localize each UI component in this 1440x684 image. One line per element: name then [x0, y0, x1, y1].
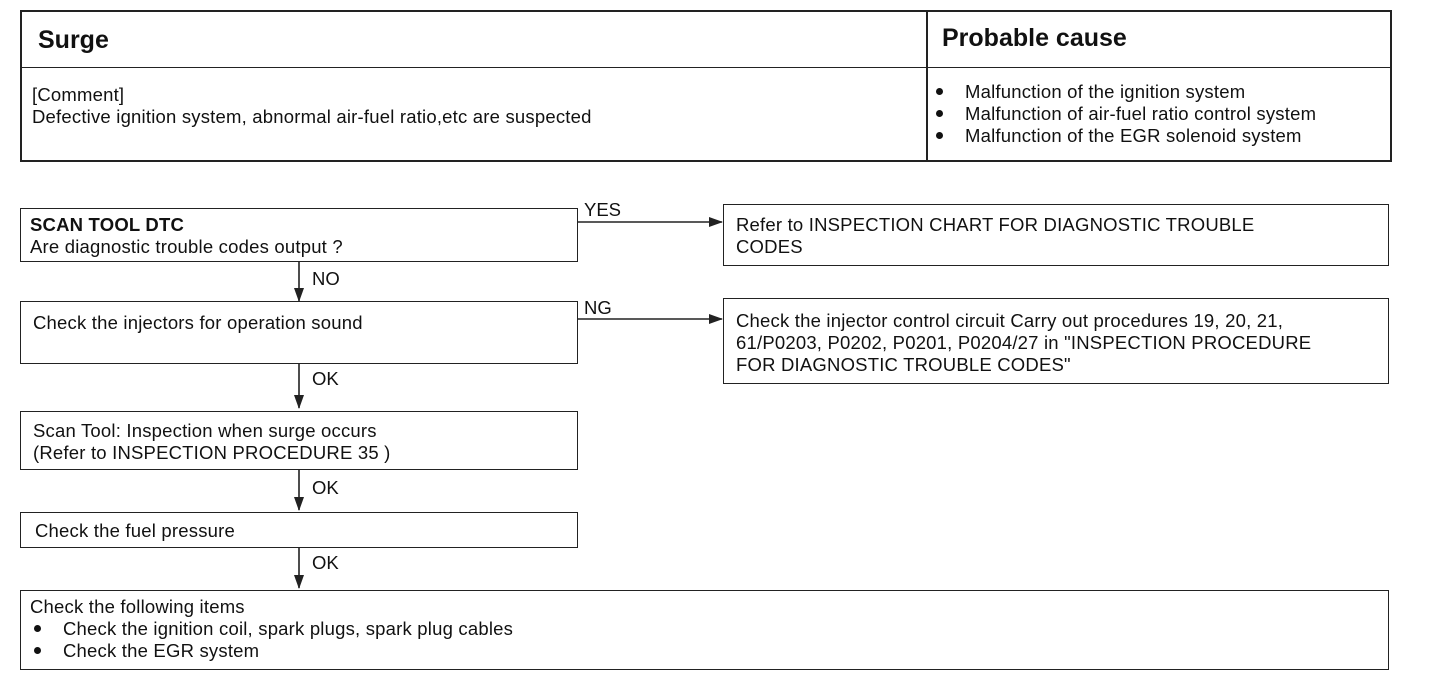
- injector-sound-check-box: [20, 301, 578, 364]
- ng-result-line-1: Check the injector control circuit Carry out procedures 19, 20, 21,: [736, 310, 1284, 331]
- step2-text: Check the injectors for operation sound: [33, 312, 363, 333]
- bullet-icon: [34, 625, 41, 632]
- step1-title: SCAN TOOL DTC: [30, 214, 185, 235]
- ng-result-line-3: FOR DIAGNOSTIC TROUBLE CODES": [736, 354, 1071, 375]
- dtc-chart-reference-box: [723, 204, 1389, 266]
- step1-question: Are diagnostic trouble codes output ?: [30, 236, 343, 257]
- probable-cause-title: Probable cause: [942, 24, 1127, 52]
- yes-result-line-2: CODES: [736, 236, 803, 257]
- step5-item: Check the ignition coil, spark plugs, spark plug cables: [30, 618, 513, 640]
- step3-line-1: Scan Tool: Inspection when surge occurs: [33, 420, 377, 441]
- comment-text: Defective ignition system, abnormal air-fuel ratio,etc are suspected: [32, 106, 592, 127]
- ok-label-2: OK: [312, 477, 339, 498]
- comment-label: [Comment]: [32, 84, 125, 105]
- yes-result-line-1: Refer to INSPECTION CHART FOR DIAGNOSTIC TROUBLE: [736, 214, 1255, 235]
- no-label: NO: [312, 268, 340, 289]
- bullet-icon: [34, 647, 41, 654]
- scan-tool-dtc-box: [20, 208, 578, 262]
- step3-line-2: (Refer to INSPECTION PROCEDURE 35 ): [33, 442, 391, 463]
- ok-label-1: OK: [312, 368, 339, 389]
- step5-title: Check the following items: [30, 596, 245, 617]
- check-following-items-box: [20, 590, 1389, 670]
- cause-text: Malfunction of air-fuel ratio control system: [965, 103, 1317, 124]
- surge-inspection-box: [20, 411, 578, 470]
- ng-result-line-2: 61/P0203, P0202, P0201, P0204/27 in "INSPECTION PROCEDURE: [736, 332, 1312, 353]
- fuel-pressure-check-box: [20, 512, 578, 548]
- step5-item: Check the EGR system: [30, 640, 513, 662]
- step4-text: Check the fuel pressure: [35, 520, 235, 541]
- cause-text: Malfunction of the ignition system: [965, 81, 1246, 102]
- ng-label: NG: [584, 297, 612, 318]
- injector-circuit-check-box: [723, 298, 1389, 384]
- symptom-title: Surge: [38, 26, 109, 54]
- yes-label: YES: [584, 199, 622, 220]
- ok-label-3: OK: [312, 552, 339, 573]
- cause-text: Malfunction of the EGR solenoid system: [965, 125, 1302, 146]
